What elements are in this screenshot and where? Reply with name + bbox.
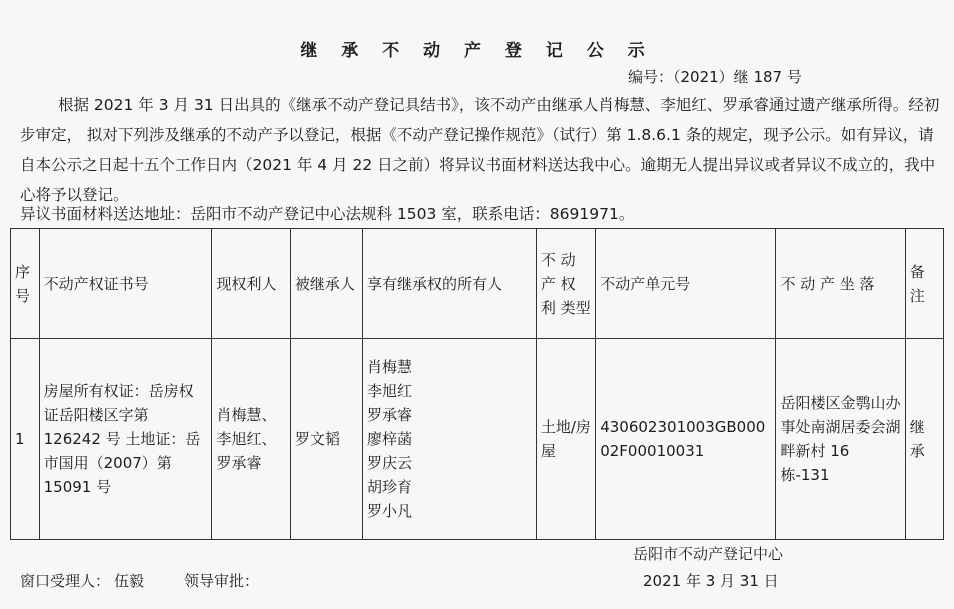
heir-name: 罗庆云	[366, 454, 412, 472]
document-title: 继 承 不 动 产 登 记 公 示	[300, 41, 654, 61]
heir-name: 廖梓菡	[366, 430, 412, 448]
document-number: 编号：（2021）继 187 号	[628, 68, 802, 86]
cell-location: 岳阳楼区金鹗山办事处南湖居委会湖畔新村 16 栋-131	[776, 339, 905, 540]
heir-name: 罗承睿	[366, 406, 412, 424]
window-clerk-name: 伍毅	[114, 572, 145, 590]
cell-note: 继承	[905, 339, 943, 540]
table-row	[11, 339, 944, 540]
objection-address: 异议书面材料送达地址：岳阳市不动产登记中心法规科 1503 室，联系电话：8691971。	[20, 205, 635, 223]
heir-name: 罗小凡	[366, 502, 412, 520]
cell-type: 土地/房屋	[536, 339, 595, 540]
header-location: 不 动 产 坐 落	[776, 229, 905, 339]
header-owner: 现权利人	[212, 229, 290, 339]
cell-all-heirs	[362, 339, 536, 540]
cell-cert: 房屋所有权证：岳房权证岳阳楼区字第 126242 号 土地证：岳市国用（2007）第 15091 号	[39, 339, 212, 540]
notice-paragraph-text: 根据 2021 年 3 月 31 日出具的《继承不动产登记具结书》，该不动产由继承人肖梅慧、李旭红、罗承睿通过遗产继承所得。经初步审定， 拟对下列涉及继承的不动产予以登记，根据《不动产登记操作规范》（试行）第 1.8.6.1 条的规定，现予公示。如有异议，请自本公示之日起十五个工作日内（2021 年 4 月 22 日之前）将异议书面材料送达我中心。逾期无人提出异议或者异议不成立的，我中心将予以登记。	[20, 96, 940, 204]
cell-owner: 肖梅慧、李旭红、罗承睿	[212, 339, 290, 540]
issue-date: 2021 年 3 月 31 日	[643, 572, 779, 590]
window-clerk-label: 窗口受理人：	[20, 572, 111, 590]
header-cert: 不动产权证书号	[39, 229, 212, 339]
leader-approval-label: 领导审批：	[184, 572, 260, 590]
heir-name: 胡珍育	[366, 478, 412, 496]
heir-name: 李旭红	[366, 382, 412, 400]
heir-name: 肖梅慧	[366, 358, 412, 376]
issuing-organization: 岳阳市不动产登记中心	[633, 545, 784, 563]
notice-paragraph	[20, 90, 940, 210]
table-header-row	[11, 229, 944, 339]
cell-seq: 1	[11, 339, 40, 540]
signature-line	[20, 570, 263, 591]
registration-table	[10, 228, 944, 540]
header-seq: 序号	[11, 229, 40, 339]
header-heir: 被继承人	[290, 229, 362, 339]
header-note: 备注	[905, 229, 943, 339]
header-type: 不 动 产 权 利 类型	[536, 229, 595, 339]
header-unit: 不动产单元号	[596, 229, 776, 339]
cell-unit: 430602301003GB00002F00010031	[596, 339, 776, 540]
header-all-heirs: 享有继承权的所有人	[362, 229, 536, 339]
cell-heir: 罗文韬	[290, 339, 362, 540]
